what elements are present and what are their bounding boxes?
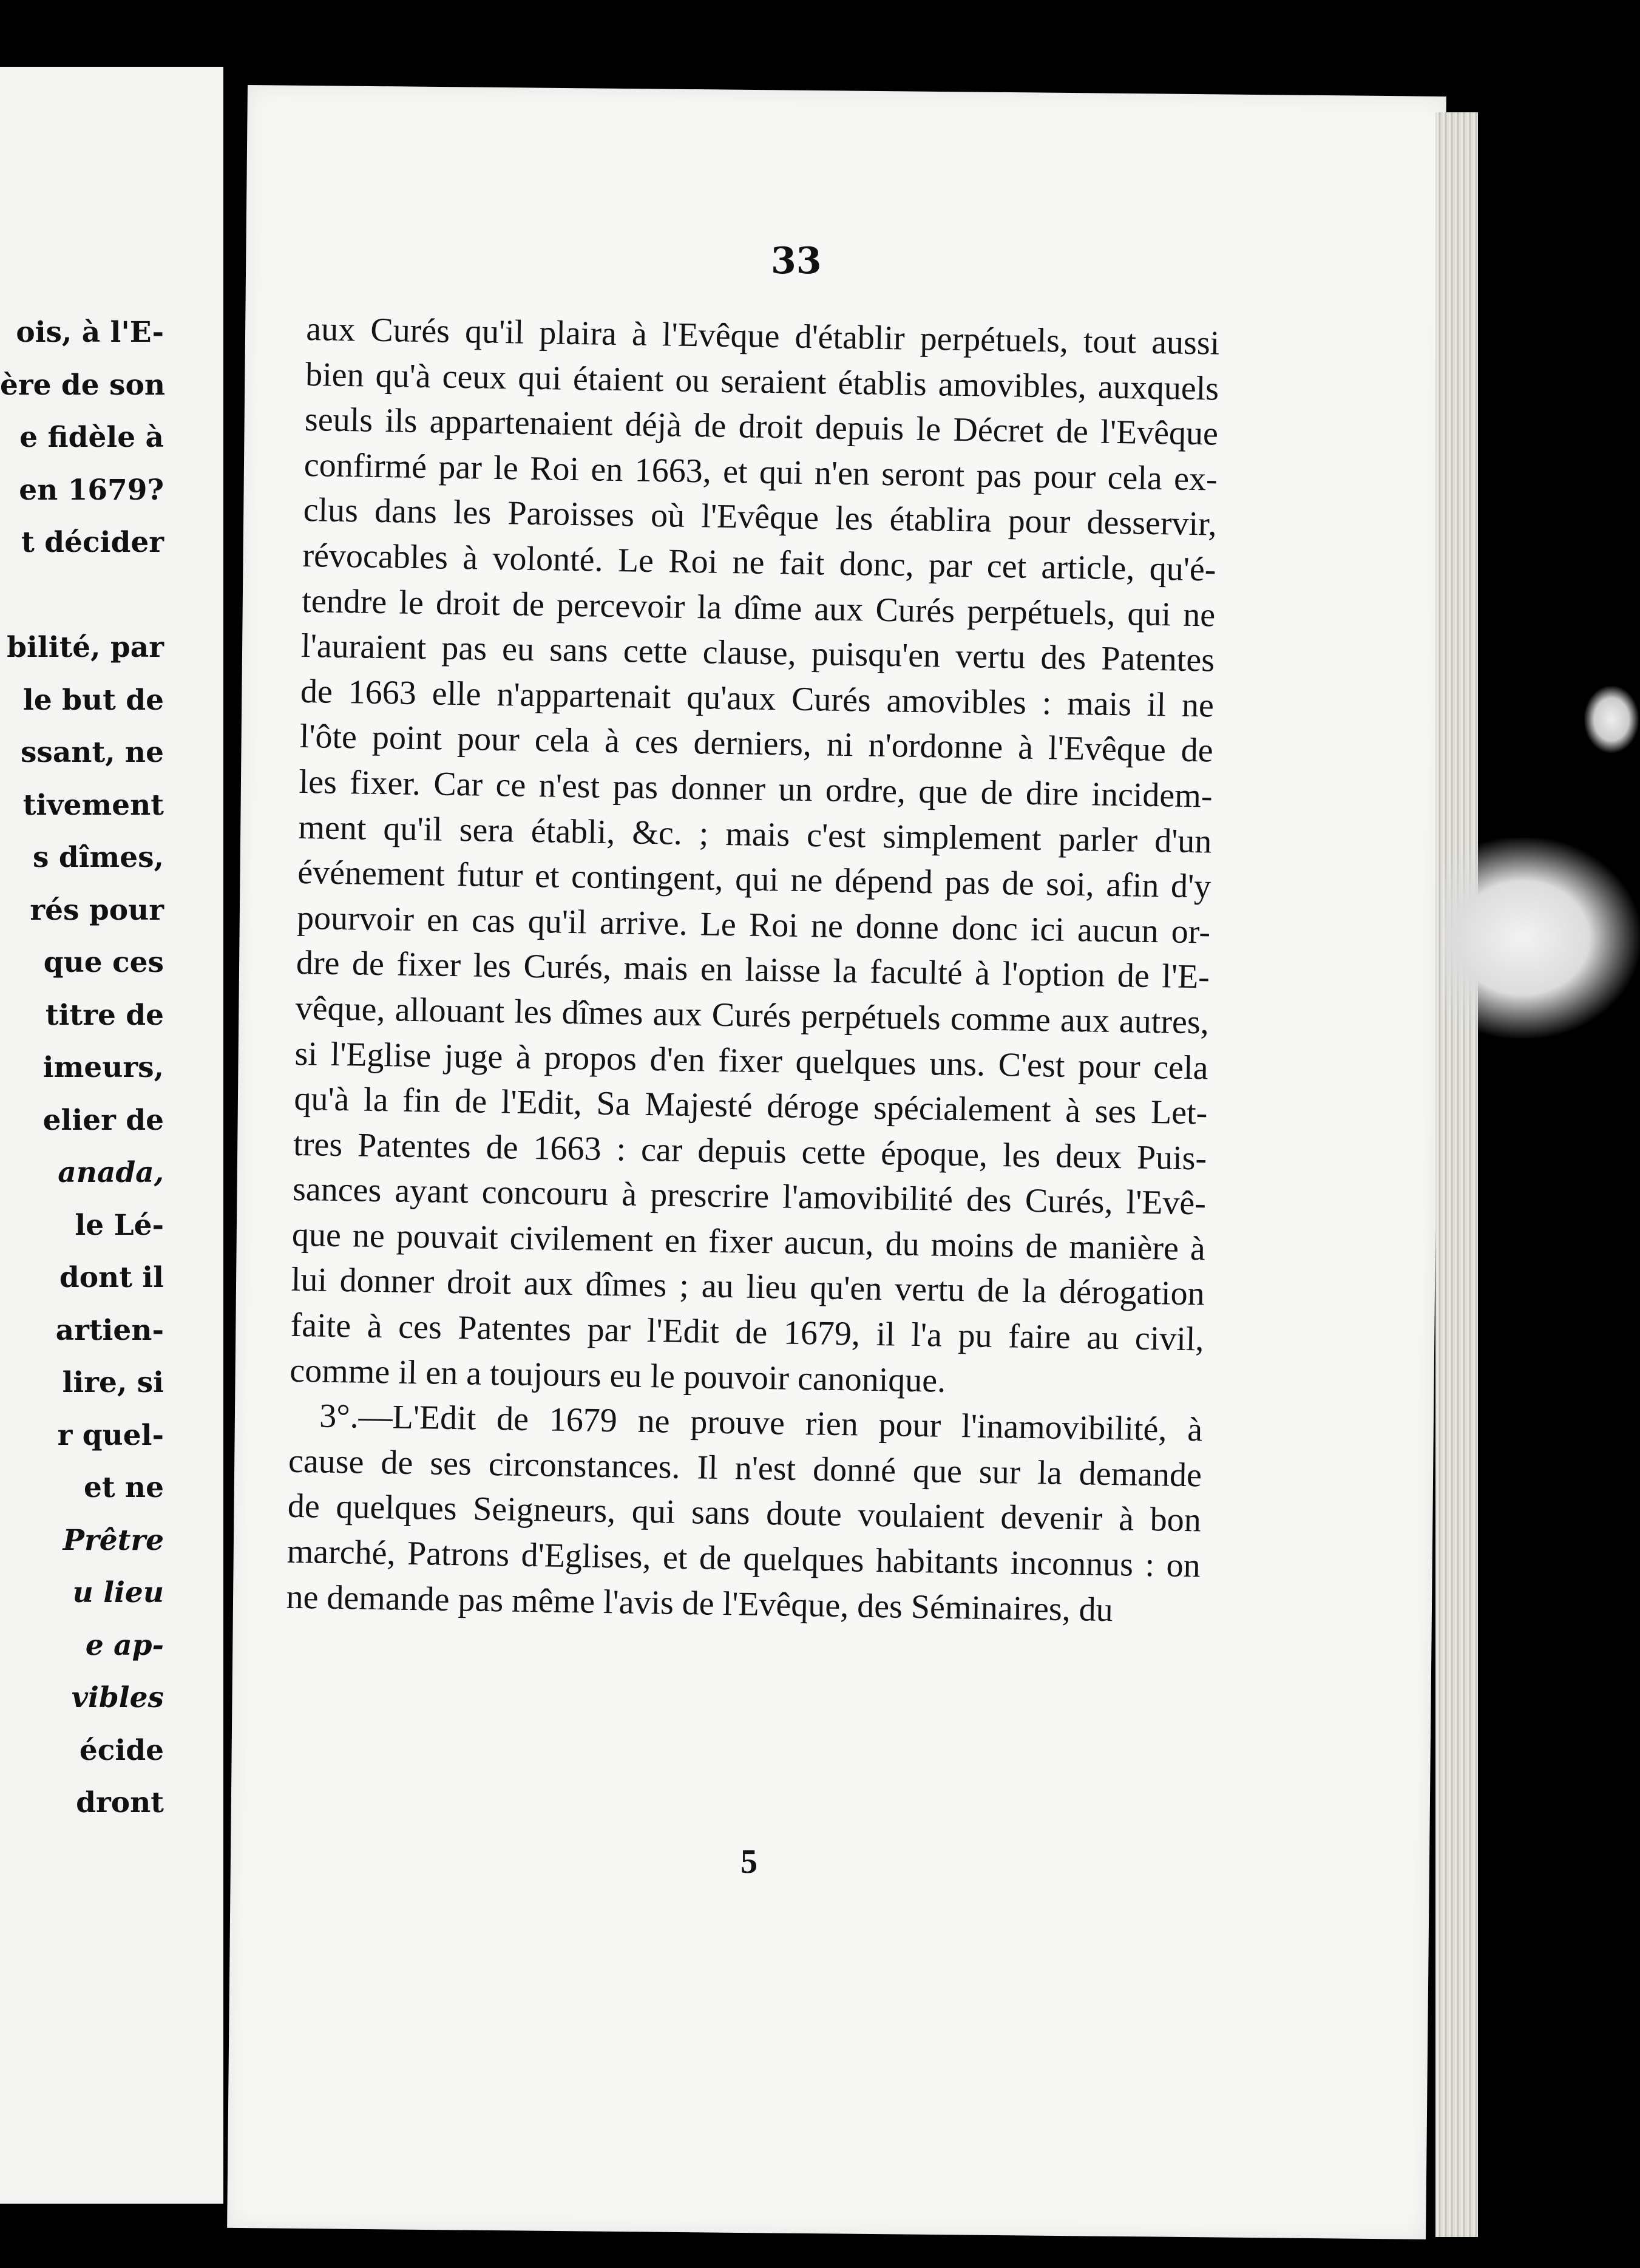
left-page-line: u lieu — [72, 1576, 164, 1609]
left-page-line: e ap- — [85, 1628, 164, 1662]
left-page-fragment — [0, 67, 223, 2204]
text-line: sances ayant concouru à prescrire l'amovibilité des Curés, l'Evê- — [292, 1170, 1207, 1223]
left-page-line: et ne — [83, 1471, 164, 1504]
text-line: lui donner droit aux dîmes ; au lieu qu'en vertu de la dérogation — [291, 1261, 1205, 1313]
text-line: bien qu'à ceux qui étaient ou seraient établis amovibles, auxquels — [305, 355, 1219, 408]
left-page-line: ère de son — [0, 368, 166, 402]
text-line: de quelques Seigneurs, qui sans doute voulaient devenir à bon — [287, 1487, 1202, 1540]
text-line: révocables à volonté. Le Roi ne fait donc, par cet article, qu'é- — [302, 536, 1216, 589]
text-line: comme il en a toujours eu le pouvoir canonique. — [289, 1351, 946, 1400]
left-page-line: que ces — [43, 946, 164, 979]
left-page-line — [0, 569, 164, 622]
text-line: ne demande pas même l'avis de l'Evêque, des Séminaires, du — [286, 1578, 1114, 1629]
text-line: confirmé par le Roi en 1663, et qui n'en seront pas pour cela ex- — [303, 446, 1218, 498]
text-line: marché, Patrons d'Eglises, et de quelques habitants inconnus : on — [286, 1532, 1201, 1585]
text-line: ment qu'il sera établi, &c. ; mais c'est simplement parler d'un — [298, 808, 1212, 861]
text-line: cause de ses circonstances. Il n'est donné que sur la demande — [288, 1442, 1202, 1495]
left-page-line: tivement — [22, 788, 164, 822]
text-line: de 1663 elle n'appartenait qu'aux Curés amovibles : mais il ne — [300, 672, 1215, 725]
left-page-line: t décider — [21, 526, 164, 559]
left-page-line: dont il — [59, 1261, 164, 1294]
text-line: aux Curés qu'il plaira à l'Evêque d'établir perpétuels, tout aussi — [305, 310, 1220, 362]
body-text — [286, 307, 1220, 1634]
text-line: seuls ils appartenaient déjà de droit depuis le Décret de l'Evêque — [304, 401, 1219, 453]
left-page-line: vibles — [71, 1681, 164, 1714]
text-line: vêque, allouant les dîmes aux Curés perpétuels comme aux autres, — [295, 989, 1210, 1042]
left-page-line: titre de — [45, 998, 164, 1032]
left-page-line: le Lé- — [75, 1208, 164, 1242]
signature-mark: 5 — [740, 1843, 757, 1881]
text-line: clus dans les Paroisses où l'Evêque les établira pour desservir, — [303, 491, 1218, 543]
text-line: l'auraient pas eu sans cette clause, puisqu'en vertu des Patentes — [300, 627, 1215, 679]
left-page-line: imeurs, — [42, 1051, 164, 1084]
text-line: pourvoir en cas qu'il arrive. Le Roi ne donne donc ici aucun or- — [296, 898, 1211, 951]
left-page-line: e fidèle à — [19, 421, 164, 454]
left-page-line: elier de — [42, 1103, 164, 1137]
text-line: que ne pouvait civilement en fixer aucun, du moins de manière à — [291, 1215, 1206, 1268]
text-line: si l'Eglise juge à propos d'en fixer quelques uns. C'est pour cela — [294, 1034, 1208, 1087]
left-page-line: Prêtre — [63, 1523, 164, 1557]
left-page-line: rés pour — [30, 893, 164, 927]
text-line: qu'à la fin de l'Edit, Sa Majesté déroge spécialement à ses Let- — [294, 1079, 1208, 1132]
text-line: les fixer. Car ce n'est pas donner un ordre, que de dire incidem- — [299, 762, 1213, 815]
text-line: événement futur et contingent, qui ne dépend pas de soi, afin d'y — [297, 854, 1211, 906]
left-page-text — [0, 307, 164, 1830]
left-page-line: s dîmes, — [33, 841, 164, 874]
left-page-line: en 1679? — [19, 473, 164, 507]
text-line: 3°.—L'Edit de 1679 ne prouve rien pour l'inamovibilité, à — [319, 1397, 1203, 1449]
text-line: faite à ces Patentes par l'Edit de 1679, il l'a pu faire au civil, — [290, 1306, 1204, 1359]
page-number: 33 — [771, 240, 822, 282]
text-line: tendre le droit de percevoir la dîme aux Curés perpétuels, qui ne — [301, 582, 1216, 634]
text-line: l'ôte point pour cela à ces derniers, ni n'ordonne à l'Evêque de — [299, 718, 1214, 770]
left-page-line: lire, si — [62, 1366, 164, 1399]
left-page-line: artien- — [55, 1313, 164, 1347]
text-line: tres Patentes de 1663 : car depuis cette époque, les deux Puis- — [293, 1125, 1207, 1178]
left-page-line: bilité, par — [7, 631, 164, 664]
left-page-line: ois, à l'E- — [16, 316, 164, 349]
left-page-line: anada, — [58, 1156, 164, 1189]
left-page-line: écide — [79, 1733, 164, 1767]
left-page-line: le but de — [23, 683, 164, 717]
text-line: dre de fixer les Curés, mais en laisse la faculté à l'option de l'E- — [296, 944, 1210, 996]
left-page-line: ssant, ne — [20, 736, 164, 769]
left-page-line: r quel- — [57, 1418, 164, 1452]
paper-damage — [1445, 838, 1640, 1038]
paper-damage-small — [1584, 686, 1639, 753]
page-edges — [1435, 112, 1478, 2237]
left-page-line: dront — [76, 1786, 164, 1819]
